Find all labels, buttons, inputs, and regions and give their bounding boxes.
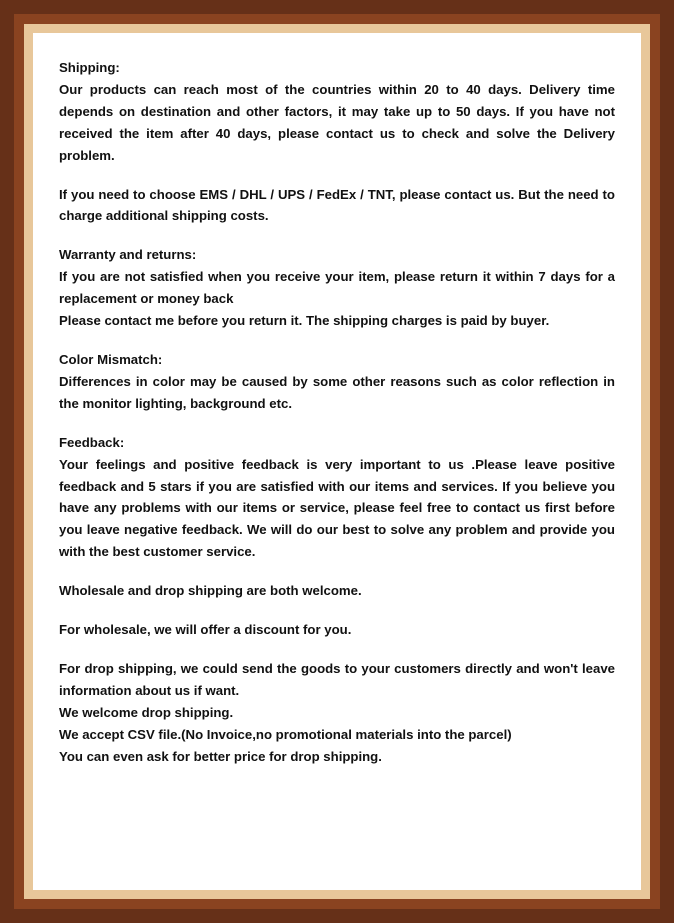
section-heading-shipping: Shipping: xyxy=(59,60,120,75)
spacer xyxy=(59,332,615,349)
spacer xyxy=(59,602,615,619)
section-paragraph-drop-shipping-4: You can even ask for better price for drop shipping. xyxy=(59,748,382,764)
decorative-frame-middle xyxy=(14,14,660,909)
spacer xyxy=(59,227,615,244)
section-heading-color-mismatch: Color Mismatch: xyxy=(59,351,163,367)
section-paragraph-warranty-1: If you are not satisfied when you receive your item, please return it within 7 days for a replacement or money back xyxy=(59,269,615,307)
section-paragraph-wholesale-2: For wholesale, we will offer a discount for you. xyxy=(59,622,352,638)
spacer xyxy=(59,641,615,658)
section-paragraph-drop-shipping-1: For drop shipping, we could send the goods to your customers directly and won't leave information about us if want. xyxy=(59,660,615,698)
section-paragraph-drop-shipping-2: We welcome drop shipping. xyxy=(59,704,234,720)
spacer xyxy=(59,415,615,432)
section-paragraph-shipping-1: Our products can reach most of the countries within 20 to 40 days. Delivery time depends on destination and other factors, it may take up to 50 days. If you have not received the item after 40 days, please contact us to check and solve the Delivery problem. xyxy=(59,81,615,163)
section-paragraph-feedback-1: Your feelings and positive feedback is very important to us .Please leave positive feedback and 5 stars if you are satisfied with our items and services. If you believe you have any problems with our items or service, please feel free to contact us first before you leave negative feedback. We will do our best to solve any problem and provide you with the best customer service. xyxy=(59,456,615,560)
section-paragraph-shipping-2: If you need to choose EMS / DHL / UPS / FedEx / TNT, please contact us. But the need to charge additional shipping costs. xyxy=(59,186,615,224)
section-heading-warranty-and-returns: Warranty and returns: xyxy=(59,247,197,263)
decorative-frame-inner xyxy=(24,24,650,899)
section-heading-feedback: Feedback: xyxy=(59,434,125,450)
spacer xyxy=(59,563,615,580)
spacer xyxy=(59,167,615,184)
document-body xyxy=(59,57,615,767)
section-paragraph-color-mismatch-1: Differences in color may be caused by some other reasons such as color reflection in the monitor lighting, background etc. xyxy=(59,373,615,411)
section-paragraph-warranty-2: Please contact me before you return it. The shipping charges is paid by buyer. xyxy=(59,313,550,329)
document-page xyxy=(33,33,641,890)
section-paragraph-wholesale-1: Wholesale and drop shipping are both welcome. xyxy=(59,583,362,599)
section-paragraph-drop-shipping-3: We accept CSV file.(No Invoice,no promotional materials into the parcel) xyxy=(59,726,512,742)
